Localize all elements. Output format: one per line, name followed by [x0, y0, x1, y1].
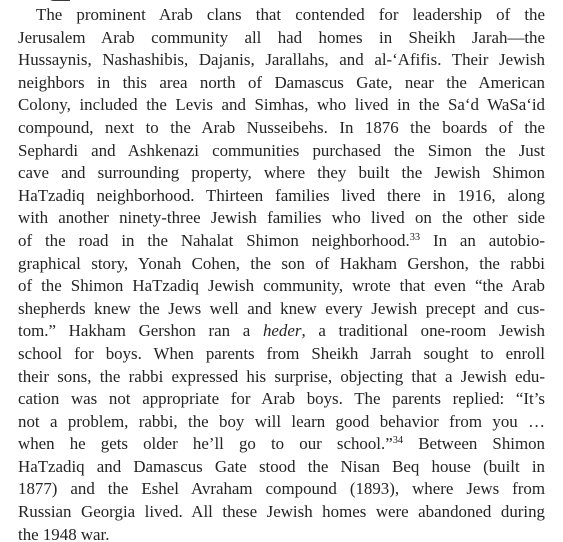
text-run: HaTzadiq neighborhood. Thirteen families lived there in 1916, along	[18, 185, 545, 205]
text-line	[18, 433, 545, 456]
text-line	[18, 72, 545, 95]
text-run: HaTzadiq and Damascus Gate stood the Nisan Beq house (built in	[18, 456, 545, 476]
text-line	[18, 456, 545, 479]
text-line	[18, 343, 545, 366]
text-run: their sons, the rabbi expressed his surprise, objecting that a Jewish edu-	[18, 366, 545, 386]
text-run: , a traditional one-room Jewish	[301, 321, 545, 341]
text-line	[18, 4, 545, 27]
text-line	[18, 162, 545, 185]
body-paragraph	[18, 4, 545, 542]
text-line	[18, 524, 545, 542]
text-line	[18, 117, 545, 140]
text-line	[18, 253, 545, 276]
text-line	[18, 140, 545, 163]
text-line	[18, 185, 545, 208]
text-line	[18, 207, 545, 230]
text-run: Sephardi and Ashkenazi communities purchased the Simon the Just	[18, 140, 545, 160]
text-run: Between Shimon	[403, 434, 545, 454]
text-line	[18, 320, 545, 343]
text-run: Hussaynis, Nashashibis, Dajanis, Jarallahs, and al-‘Afifis. Their Jewish	[18, 50, 545, 70]
text-run: shepherds knew the Jews well and knew every Jewish precept and cus-	[18, 298, 545, 318]
text-run: the 1948 war.	[18, 524, 110, 542]
text-line	[18, 478, 545, 501]
italic-term: heder	[262, 321, 302, 341]
text-line	[18, 275, 545, 298]
text-line	[18, 230, 545, 253]
text-line	[18, 366, 545, 389]
text-run: Russian Georgia lived. All these Jewish homes were abandoned during	[18, 502, 545, 522]
text-run: neighbors in this area north of Damascus Gate, near the American	[18, 72, 545, 92]
text-run: of the road in the Nahalat Shimon neighborhood.	[18, 230, 410, 250]
text-run: tom.” Hakham Gershon ran a	[18, 321, 263, 341]
text-run: The prominent Arab clans that contended for leadership of the	[36, 5, 545, 24]
text-line	[18, 298, 545, 321]
text-run: with another ninety-three Jewish families who lived on the other side	[18, 208, 545, 228]
text-run: graphical story, Yonah Cohen, the son of Hakham Gershon, the rabbi	[18, 253, 545, 273]
text-run: 1877) and the Eshel Avraham compound (1893), where Jews from	[18, 479, 545, 499]
footnote-reference[interactable]: 34	[392, 435, 404, 447]
text-run: compound, next to the Arab Nusseibehs. In 1876 the boards of the	[18, 117, 545, 137]
cropped-heading-fragment	[46, 0, 76, 1]
text-line	[18, 501, 545, 524]
footnote-reference[interactable]: 33	[409, 231, 421, 243]
text-run: of the Shimon HaTzadiq Jewish community, wrote that even “the Arab	[18, 276, 545, 296]
text-run: cation was not appropriate for Arab boys. The parents replied: “It’s	[18, 389, 545, 409]
text-line	[18, 94, 545, 117]
text-run: Jerusalem Arab community all had homes in Sheikh Jarah—the	[18, 27, 545, 47]
text-run: not a problem, rabbi, the boy will learn good behavior from you …	[18, 411, 545, 431]
text-line	[18, 411, 545, 434]
text-run: cave and surrounding property, where they built the Jewish Shimon	[18, 163, 545, 183]
text-run: school for boys. When parents from Sheikh Jarrah sought to enroll	[18, 343, 545, 363]
text-run: In an autobio-	[420, 230, 545, 250]
text-run: when he gets older he’ll go to our school.”	[18, 434, 393, 454]
text-run: Colony, included the Levis and Simhas, who lived in the Sa‘d WaSa‘id	[18, 95, 545, 115]
text-line	[18, 388, 545, 411]
text-line	[18, 49, 545, 72]
text-line	[18, 27, 545, 50]
